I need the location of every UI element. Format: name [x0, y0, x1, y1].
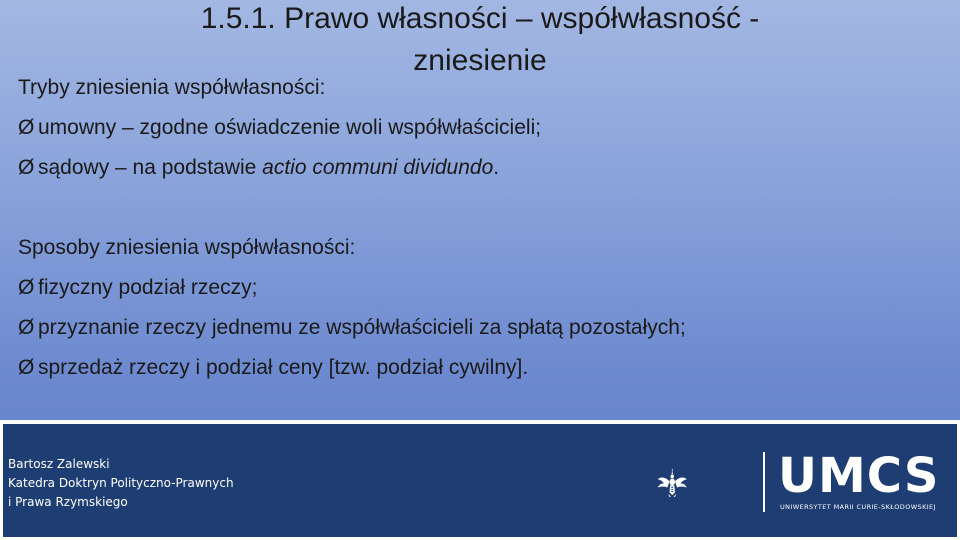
section1-heading: Tryby zniesienia współwłasności:: [18, 76, 326, 99]
author-name: Bartosz Zalewski: [8, 457, 110, 471]
author-block: [8, 455, 234, 512]
list-item-text: przyznanie rzeczy jednemu ze współwłaścicieli za spłatą pozostałych;: [38, 316, 686, 339]
author-department: Katedra Doktryn Polityczno-Prawnych: [8, 476, 234, 490]
list-item-text: sprzedaż rzeczy i podział ceny [tzw. podział cywilny].: [38, 356, 529, 379]
umcs-logo-wordmark: UMCS: [778, 448, 940, 504]
arrow-bullet-icon: Ø: [18, 276, 35, 299]
arrow-bullet-icon: Ø: [18, 156, 35, 179]
list-item: [18, 315, 686, 341]
list-item: [18, 115, 541, 141]
arrow-bullet-icon: Ø: [18, 116, 35, 139]
umcs-eagle-emblem-icon: [655, 438, 755, 528]
author-department-cont: i Prawa Rzymskiego: [8, 495, 128, 509]
list-item: [18, 275, 257, 301]
list-item-text: sądowy – na podstawie: [38, 156, 263, 179]
arrow-bullet-icon: Ø: [18, 316, 35, 339]
umcs-logo-subtitle: UNIWERSYTET MARII CURIE-SKŁODOWSKIEJ: [780, 503, 936, 511]
list-item-italic-text: actio communi dividundo: [262, 156, 494, 179]
list-item-text-end: .: [493, 156, 500, 179]
logo-divider: [763, 452, 765, 512]
footer: [0, 420, 960, 540]
title-line-1: 1.5.1. Prawo własności – współwłasność -: [200, 2, 760, 35]
title-line-2: zniesienie: [413, 44, 547, 77]
section2-heading: Sposoby zniesienia współwłasności:: [18, 236, 356, 259]
arrow-bullet-icon: Ø: [18, 356, 35, 379]
list-item: [18, 155, 499, 181]
list-item-text: umowny – zgodne oświadczenie woli współwłaścicieli;: [38, 116, 542, 139]
list-item-text: fizyczny podział rzeczy;: [38, 276, 258, 299]
list-item: [18, 355, 528, 381]
